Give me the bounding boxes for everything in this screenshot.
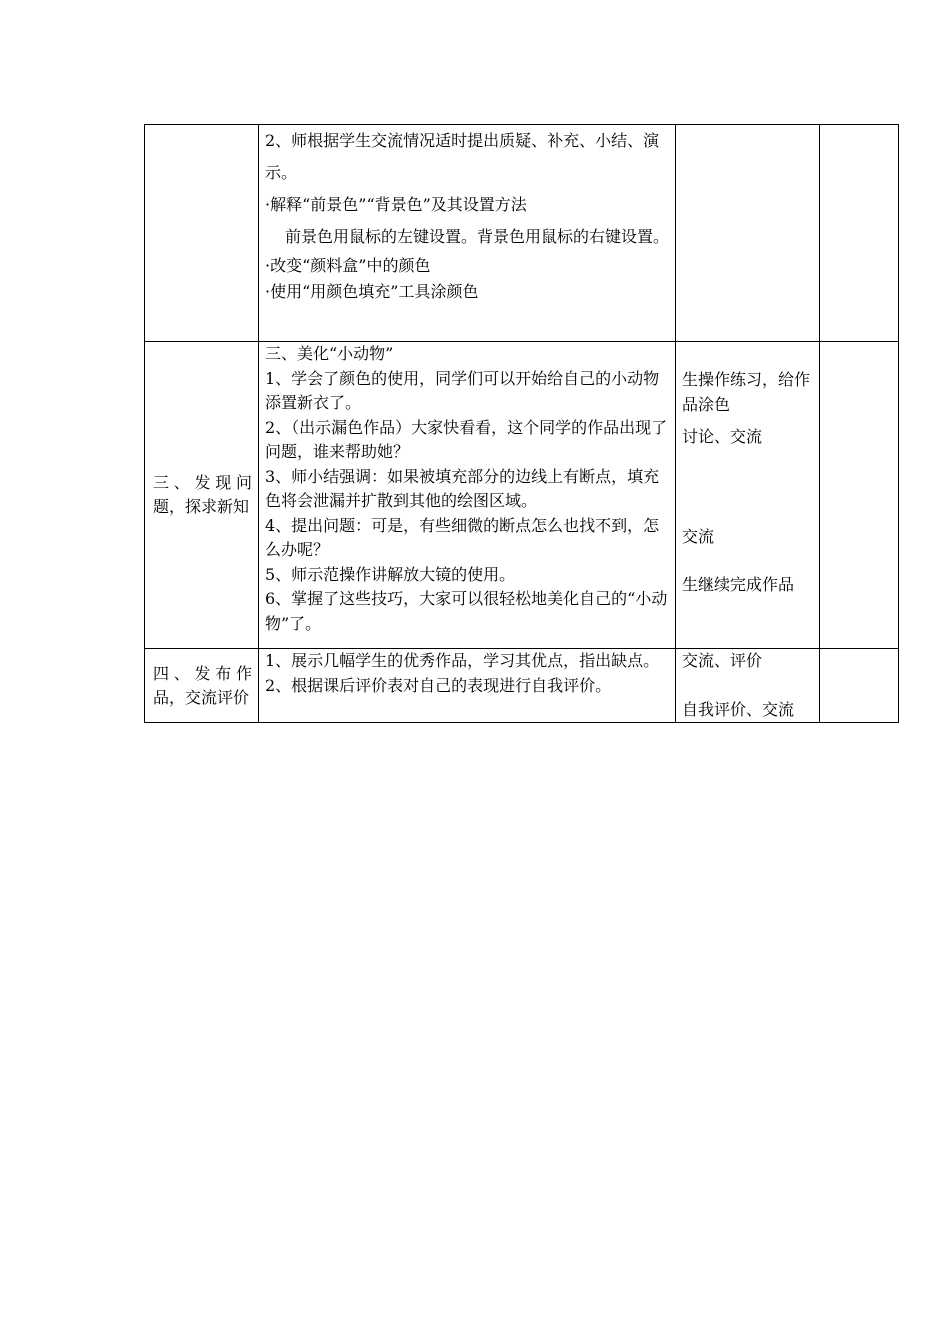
content-line: ·使用“用颜色填充”工具涂颜色 [265, 282, 479, 301]
activity-line: 交流、评价 [682, 651, 763, 670]
activity-line: 交流 [682, 526, 715, 546]
content-line: 6、掌握了这些技巧，大家可以很轻松地美化自己的“小动物”了。 [265, 589, 668, 633]
activity-line: 生继续完成作品 [682, 575, 795, 594]
content-line: 三、美化“小动物” [265, 344, 394, 363]
content-line: ·改变“颜料盒”中的颜色 [265, 256, 431, 275]
content-line: 5、师示范操作讲解放大镜的使用。 [265, 564, 516, 584]
content-cell [259, 649, 676, 723]
student-activity-cell [676, 342, 820, 649]
activity-line: 生操作练习，给作品涂色 [682, 370, 811, 414]
note-cell [820, 649, 899, 723]
note-cell [820, 125, 899, 342]
content-line: 2、根据课后评价表对自己的表现进行自我评价。 [265, 675, 612, 695]
content-line: ·解释“前景色”“背景色”及其设置方法 [265, 195, 527, 214]
stage-cell: 三、发现问题，探求新知 [145, 342, 259, 649]
student-activity-cell [676, 125, 820, 342]
table-row [145, 649, 899, 723]
stage-cell [145, 125, 259, 342]
lesson-plan-table [144, 124, 899, 723]
activity-line: 自我评价、交流 [682, 699, 795, 719]
content-line: 1、学会了颜色的使用，同学们可以开始给自己的小动物添置新衣了。 [265, 368, 660, 412]
content-line: 2、（出示漏色作品）大家快看看，这个同学的作品出现了问题，谁来帮助她？ [265, 417, 668, 461]
content-line: 4、提出问题：可是，有些细微的断点怎么也找不到，怎么办呢？ [265, 515, 660, 559]
content-line: 前景色用鼠标的左键设置。背景色用鼠标的右键设置。 [285, 227, 670, 246]
stage-cell: 四、发布作品，交流评价 [145, 649, 259, 723]
content-line: 3、师小结强调：如果被填充部分的边线上有断点，填充色将会泄漏并扩散到其他的绘图区域。 [265, 466, 660, 510]
content-line: 2、师根据学生交流情况适时提出质疑、补充、小结、演示。 [265, 131, 660, 182]
student-activity-cell [676, 649, 820, 723]
note-cell [820, 342, 899, 649]
table-row [145, 342, 899, 649]
activity-line: 讨论、交流 [682, 427, 763, 446]
content-cell [259, 125, 676, 342]
content-line: 1、展示几幅学生的优秀作品，学习其优点，指出缺点。 [265, 651, 660, 670]
table-row [145, 125, 899, 342]
content-cell [259, 342, 676, 649]
